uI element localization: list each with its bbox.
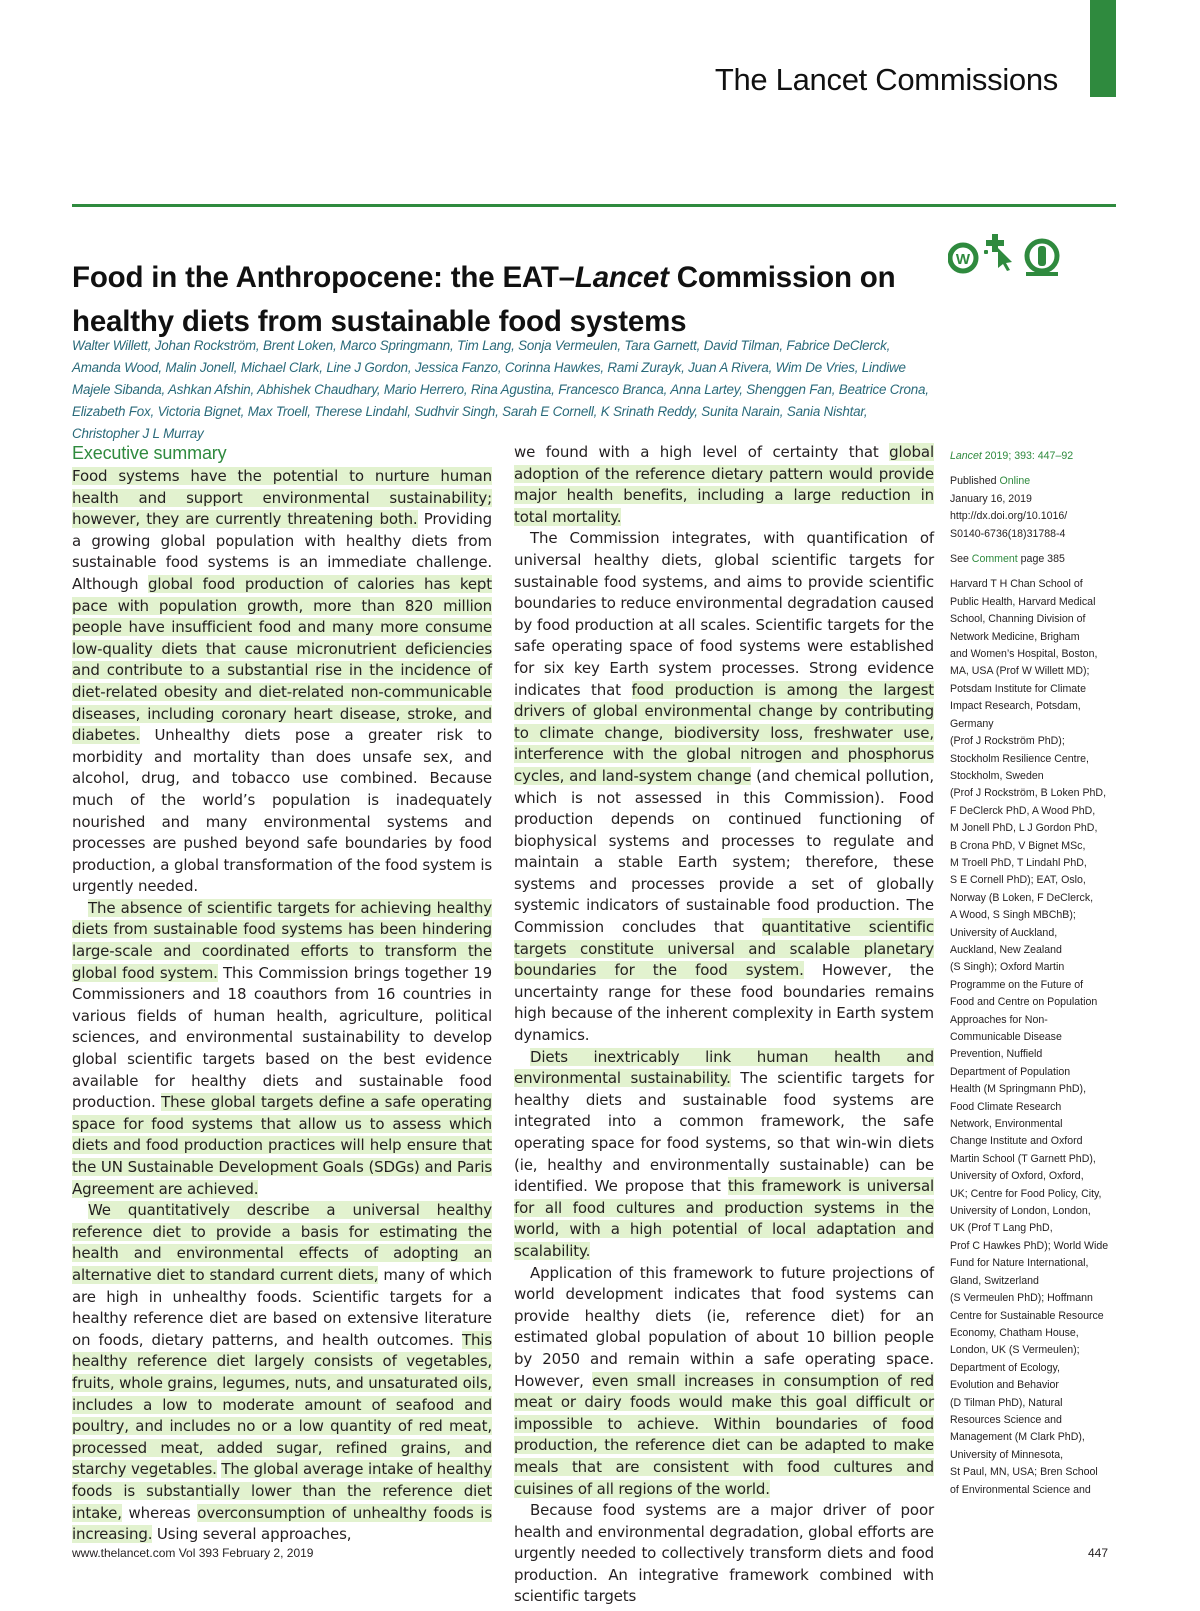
comment-link[interactable]: Comment bbox=[971, 553, 1018, 566]
affiliation-line: Gland, Switzerland bbox=[950, 1274, 1039, 1287]
published-online-link[interactable]: Online bbox=[999, 475, 1031, 488]
affiliation-line: University of Auckland, bbox=[950, 926, 1058, 939]
affiliation-line: S E Cornell PhD); EAT, Oslo, bbox=[950, 874, 1086, 887]
affiliation-line: F DeClerck PhD, A Wood PhD, bbox=[950, 804, 1096, 817]
section-header: The Lancet Commissions bbox=[714, 62, 1058, 97]
affiliation-line: (S Singh); Oxford Martin bbox=[950, 961, 1065, 974]
affiliation-line: Martin School (T Garnett PhD), bbox=[950, 1152, 1096, 1165]
affiliation-line: School, Channing Division of bbox=[950, 613, 1086, 626]
publication-info: Published Online January 16, 2019 http://dx.doi.org/10.1016/ S0140-6736(18)31788-4 bbox=[950, 473, 1120, 543]
affiliation-line: Prevention, Nuffield bbox=[950, 1048, 1043, 1061]
affiliation-line: Management (M Clark PhD), bbox=[950, 1431, 1085, 1444]
affiliation-line: Department of Ecology, bbox=[950, 1361, 1060, 1374]
affiliation-line: University of London, London, bbox=[950, 1205, 1091, 1218]
paragraph: Diets inextricably link human health and environmental sustainability. The scientific targets for healthy diets and sustainable food systems are integrated into a common framework, the safe operating space for food systems, so that win-win diets (ie, healthy and environmentally sustainable) can be identified. We propose that this framework is universal for all food cultures and production systems in the world, with a high potential of local adaptation and scalability. bbox=[514, 1047, 935, 1260]
page-number: 447 bbox=[1087, 1546, 1108, 1560]
doi-link[interactable]: http://dx.doi.org/10.1016/ bbox=[950, 510, 1068, 523]
affiliation-line: Food Climate Research bbox=[950, 1100, 1062, 1113]
affiliation-line: Communicable Disease bbox=[950, 1031, 1062, 1043]
body-column-1 bbox=[72, 442, 492, 1546]
affiliation-line: and Women’s Hospital, Boston, bbox=[950, 648, 1098, 661]
paragraph: The absence of scientific targets for achieving healthy diets from sustainable food systems has been hindering large-scale and coordinated efforts to transform the global food system. This Commission brings together 19 Commissioners and 18 coauthors from 16 countries in various fields of human health, agriculture, political sciences, and environmental sustainability to develop global scientific targets based on the best evidence available for healthy diets and sustainable food production. These global targets define a safe operating space for food systems that allow us to assess which diets and food production practices will help ensure that the UN Sustainable Development Goals (SDGs) and Paris Agreement are achieved. bbox=[72, 898, 493, 1198]
affiliations bbox=[950, 576, 1120, 1499]
cursor-plus-icon[interactable] bbox=[986, 232, 1020, 272]
paragraph: Food systems have the potential to nurture human health and support environmental sustainability; however, they are currently threatening both. Providing a growing global population with healthy diets from sustainable food systems is an immediate challenge. Although global food production of calories has kept pace with population growth, more than 820 million people have insufficient food and many more consume low-quality diets that cause micronutrient deficiencies and contribute to a substantial rise in the incidence of diet-related obesity and diet-related non-communicable diseases, including coronary heart disease, stroke, and diabetes. Unhealthy diets pose a greater risk to morbidity and mortality than does unsafe sex, and alcohol, drug, and tobacco use combined. Because much of the world’s population is inadequately nourished and many environmental systems and processes are pushed beyond safe boundaries by food production, a global transformation of the food system is urgently needed. bbox=[72, 467, 492, 896]
affiliation-line: London, UK (S Vermeulen); bbox=[950, 1344, 1080, 1357]
body-column-2 bbox=[514, 442, 934, 1608]
affiliation-line: Impact Research, Potsdam, bbox=[950, 700, 1081, 713]
affiliation-line: Network, Environmental bbox=[950, 1118, 1063, 1131]
doi-link-cont[interactable]: S0140-6736(18)31788-4 bbox=[950, 527, 1066, 540]
sidebar bbox=[950, 448, 1120, 1499]
publication-date: January 16, 2019 bbox=[950, 492, 1032, 505]
crossmark-icon[interactable] bbox=[1022, 238, 1062, 278]
article-badges bbox=[948, 232, 1068, 272]
paragraph: Application of this framework to future projections of world development indicates that food systems can provide healthy diets (ie, reference diet) for an estimated global population of about 10 billion people by 2050 and remain within a safe operating space. However, even small increases in consumption of red meat or dairy foods would make this goal difficult or impossible to achieve. Within boundaries of food production, the reference diet can be adapted to make meals that are consistent with food cultures and cuisines of all regions of the world. bbox=[514, 1263, 934, 1498]
affiliation-line: Network Medicine, Brigham bbox=[950, 630, 1080, 643]
paragraph: The Commission integrates, with quantification of universal healthy diets, global scientific targets for sustainable food systems, and aims to provide scientific boundaries to reduce environmental degradation caused by food production at all scales. Scientific targets for the safe operating space of food systems were established for six key Earth system processes. Strong evidence indicates that food production is among the largest drivers of global environmental change by contributing to climate change, biodiversity loss, freshwater use, interference with the global nitrogen and phosphorus cycles, and land-system change (and chemical pollution, which is not assessed in this Commission). Food production depends on continued functioning of biophysical systems and processes to regulate and maintain a stable Earth system; therefore, these systems and processes provide a set of globally systemic indicators of sustainable food production. The Commission concludes that quantitative scientific targets constitute universal and scalable planetary boundaries for the food system. However, the uncertainty range for these food boundaries remains high because of the inherent complexity in Earth system dynamics. bbox=[514, 529, 935, 1045]
affiliation-line: University of Oxford, Oxford, bbox=[950, 1170, 1084, 1183]
paragraph: We quantitatively describe a universal healthy reference diet to provide a basis for estimating the health and environmental effects of adopting an alternative diet to standard current diets, many of which are high in unhealthy foods. Scientific targets for a healthy reference diet are based on extensive literature on foods, dietary patterns, and health outcomes. This healthy reference diet largely consists of vegetables, fruits, whole grains, legumes, nuts, and unsaturated oils, includes a low to moderate amount of seafood and poultry, and includes no or a low quantity of red meat, processed meat, added sugar, refined grains, and starchy vegetables. The global average intake of healthy foods is substantially lower than the reference diet intake, whereas overconsumption of unhealthy foods is increasing. Using several approaches, bbox=[72, 1201, 493, 1544]
affiliation-line: Potsdam Institute for Climate bbox=[950, 682, 1087, 695]
affiliation-line: Fund for Nature International, bbox=[950, 1257, 1089, 1270]
footer-journal-info: www.thelancet.com Vol 393 February 2, 2019 bbox=[72, 1546, 314, 1560]
svg-text:W: W bbox=[955, 251, 971, 268]
affiliation-line: Health (M Springmann PhD), bbox=[950, 1083, 1087, 1096]
article-title: Food in the Anthropocene: the EAT–Lancet Commission on healthy diets from sustainable food systems bbox=[72, 260, 896, 338]
affiliation-line: University of Minnesota, bbox=[950, 1448, 1064, 1461]
paragraph: Because food systems are a major driver of poor health and environmental degradation, global efforts are urgently needed to collectively transform diets and food production. An integrative framework combined with scientific targets bbox=[514, 1501, 934, 1606]
header-rule bbox=[72, 204, 1116, 207]
affiliation-line: B Crona PhD, V Bignet MSc, bbox=[950, 839, 1086, 852]
citation: Lancet 2019; 393: 447–92 bbox=[950, 450, 1074, 462]
affiliation-line: Public Health, Harvard Medical bbox=[950, 595, 1096, 608]
affiliation-line: M Jonell PhD, L J Gordon PhD, bbox=[950, 822, 1098, 835]
affiliation-line: Change Institute and Oxford bbox=[950, 1135, 1083, 1148]
section-heading: Executive summary bbox=[72, 443, 227, 463]
affiliation-line: M Troell PhD, T Lindahl PhD, bbox=[950, 856, 1087, 869]
affiliation-line: Food and Centre on Population bbox=[950, 996, 1098, 1009]
affiliation-line: Germany bbox=[950, 717, 994, 730]
affiliation-line: A Wood, S Singh MBChB); bbox=[950, 909, 1076, 922]
affiliation-line: UK (Prof T Lang PhD, bbox=[950, 1222, 1053, 1235]
affiliation-line: Programme on the Future of bbox=[950, 978, 1084, 991]
affiliation-line: MA, USA (Prof W Willett MD); bbox=[950, 665, 1090, 678]
paragraph: we found with a high level of certainty that global adoption of the reference dietary pattern would provide major health benefits, including a large reduction in total mortality. bbox=[514, 443, 934, 526]
affiliation-line: (S Vermeulen PhD); Hoffmann bbox=[950, 1292, 1093, 1305]
affiliation-line: (Prof J Rockström, B Loken PhD, bbox=[950, 787, 1107, 800]
affiliation-line: Stockholm Resilience Centre, bbox=[950, 752, 1089, 765]
affiliation-line: (Prof J Rockström PhD); bbox=[950, 735, 1065, 748]
section-color-tab bbox=[1090, 0, 1116, 97]
affiliation-line: Department of Population bbox=[950, 1065, 1071, 1078]
see-comment: See Comment page 385 bbox=[950, 553, 1065, 566]
affiliation-line: Centre for Sustainable Resource bbox=[950, 1309, 1104, 1322]
affiliation-line: Approaches for Non- bbox=[950, 1013, 1048, 1026]
affiliation-line: Resources Science and bbox=[950, 1413, 1062, 1426]
author-list: Walter Willett, Johan Rockström, Brent Loken, Marco Springmann, Tim Lang, Sonja Vermeulen, Tara Garnett, David Tilman, Fabrice DeClerck, Amanda Wood, Malin Jonell, Michael Clark, Line J Gordon, Jessica Fanzo, Corinna Hawkes, Rami Zurayk, Juan A Rivera, Wim De Vries, Lindiwe Majele Sibanda, Ashkan Afshin, Abhishek Chaudhary, Mario Herrero, Rina Agustina, Francesco Branca, Anna Lartey, Shenggen Fan, Beatrice Crona, Elizabeth Fox, Victoria Bignet, Max Troell, Therese Lindahl, Sudhvir Singh, Sarah E Cornell, K Srinath Reddy, Sunita Narain, Sania Nishtar, Christopher J L Murray bbox=[72, 338, 929, 441]
affiliation-line: (D Tilman PhD), Natural bbox=[950, 1396, 1063, 1409]
affiliation-line: Harvard T H Chan School of bbox=[950, 578, 1083, 591]
affiliation-line: of Environmental Science and bbox=[950, 1483, 1091, 1496]
affiliation-line: Stockholm, Sweden bbox=[950, 769, 1044, 782]
affiliation-line: St Paul, MN, USA; Bren School bbox=[950, 1466, 1098, 1479]
affiliation-line: Auckland, New Zealand bbox=[950, 943, 1062, 956]
affiliation-line: Economy, Chatham House, bbox=[950, 1326, 1079, 1339]
affiliation-line: Norway (B Loken, F DeClerck, bbox=[950, 891, 1094, 904]
affiliation-line: UK; Centre for Food Policy, City, bbox=[950, 1187, 1102, 1200]
affiliation-line: Evolution and Behavior bbox=[950, 1379, 1059, 1392]
affiliation-line: Prof C Hawkes PhD); World Wide bbox=[950, 1239, 1109, 1252]
